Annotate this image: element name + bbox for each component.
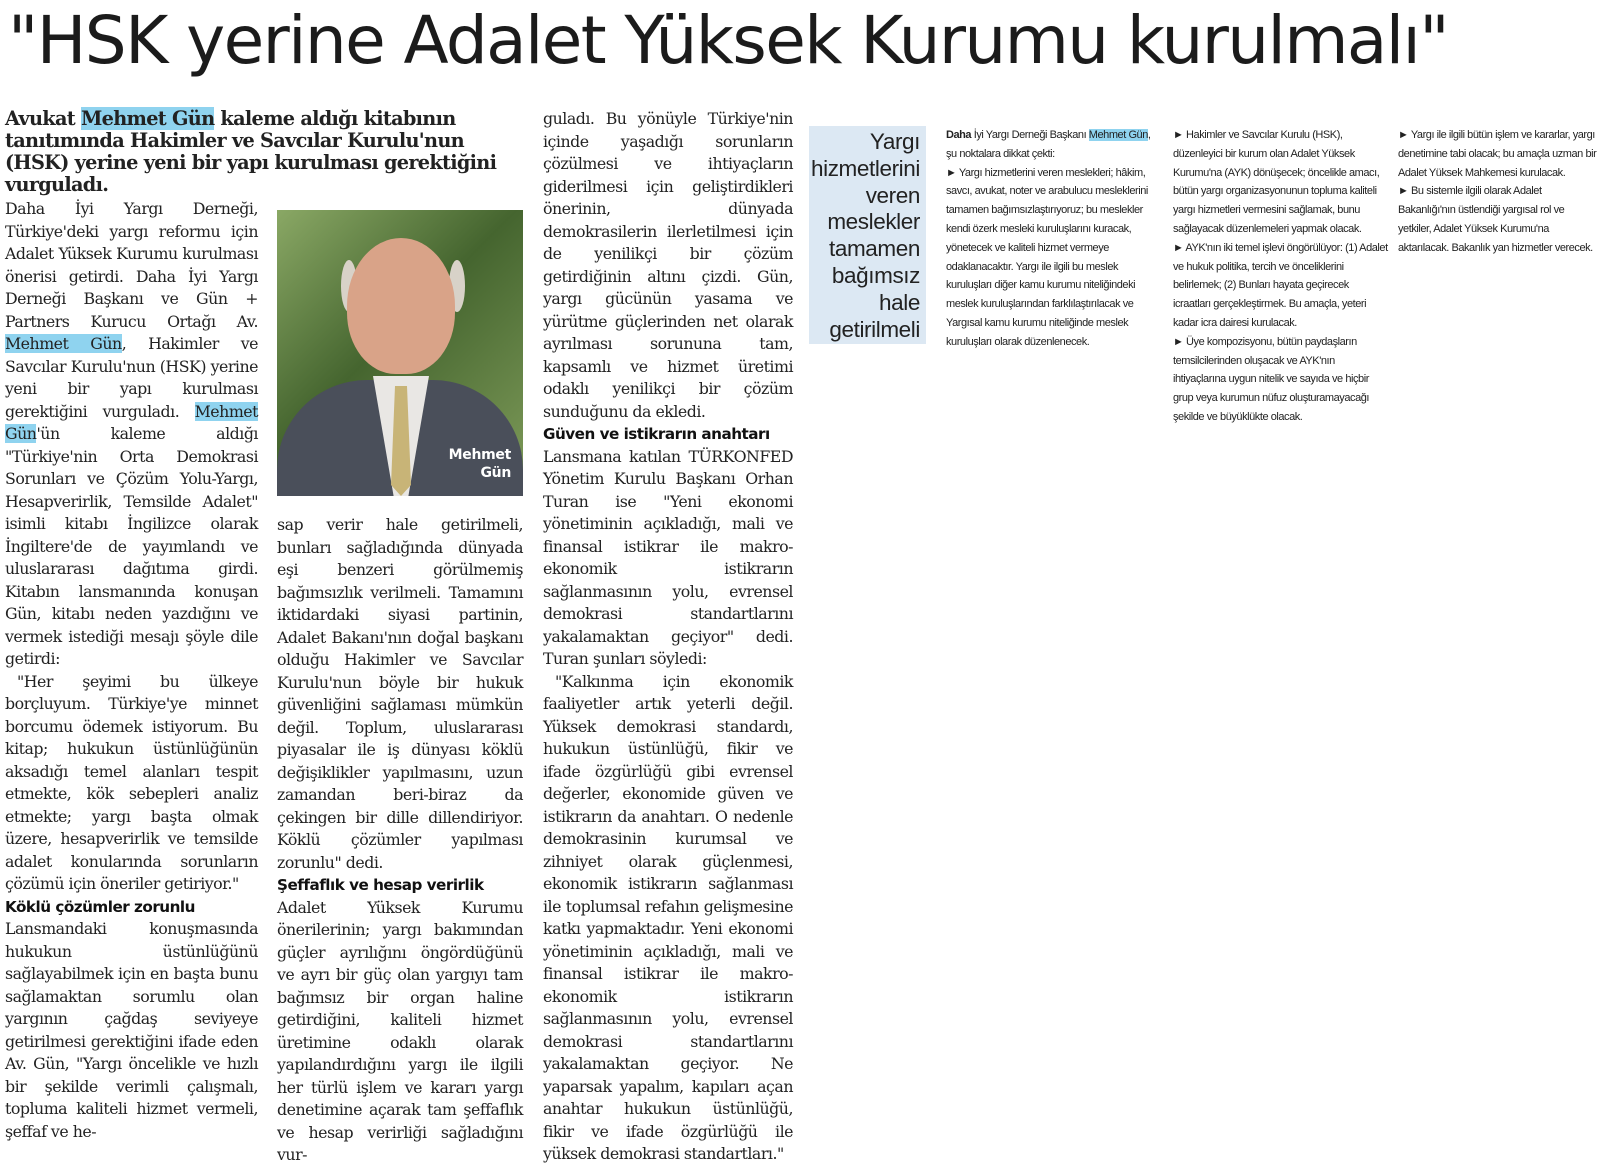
sidebar-bullet-6: ► Bu sistemle ilgili olarak Adalet Bakanlığı'nın üstlendiği yargısal rol ve yetkiler, Adalet Yüksek Kurumu'na aktarılacak. Bakanlık yan hizmetler verecek. [1398, 185, 1593, 254]
photo-face [347, 238, 455, 374]
col2-subhead: Şeffaflık ve hesap verirlik [277, 876, 484, 894]
col3-paragraph-2: Lansmana katılan TÜRKONFED Yönetim Kurulu Başkanı Orhan Turan ise "Yeni ekonomi yönetiminin açıkladığı, mali ve finansal istikrar ile makro-ekonomik istikrarın sağlanmasının yolu, evrensel demokrasi standartlarını yakalamaktan geçiyor" dedi. Turan şunları söyledi: [543, 446, 793, 668]
sidebar-bullet-3: ► AYK'nın iki temel işlevi öngörülüyor: (1) Adalet ve hukuk politika, tercih ve önceliklerini belirlemek; (2) Bunları hayata geçirecek icraatları gerçekleştirmek. Bu amaçla, yeteri kadar icra dairesi kurulacak. [1173, 241, 1388, 329]
sidebar-bullet-2: ► Hakimler ve Savcılar Kurulu (HSK), düzenleyici bir kurum olan Adalet Yüksek Kurumu'na (AYK) dönüşecek; öncelikle amacı, bütün yargı organizasyonunun topluma kaliteli yargı hizmetleri vermesini sağlamak, bunu sağlayacak düzenlemeleri yapmak olacak. [1173, 129, 1380, 235]
headline: "HSK yerine Adalet Yüksek Kurumu kurulmalı" [8, 2, 1448, 79]
portrait-photo [277, 210, 523, 496]
photo-caption [449, 446, 511, 482]
col1-paragraph-2: "Her şeyimi bu ülkeye borçluyum. Türkiye'ye minnet borcumu ödemek istiyorum. Bu kitap; hukukun üstünlüğünün aksadığı temel alanları tespit etmekte, kök sebepleri analiz etmekte; yargı başta olmak üzere, hesapverirlik ve temsilde adalet konularında sorunların çözümü için öneriler getiriyor." [5, 671, 258, 893]
col3-paragraph-3: "Kalkınma için ekonomik faaliyetler artık yeterli değil. Yüksek demokrasi standardı, hukukun üstünlüğü, fikir ve ifade özgürlüğü gibi evrensel değerler, ekonomide güven ve istikrarın da anahtarı. O nedenle demokrasinin kurumsal ve zihniyet olarak güçlenmesi, ekonomik istikrarın sağlanması ile toplumsal refahın gelişmesine katkı yapmaktadır. Yeni ekonomi yönetiminin açıkladığı, mali ve finansal istikrar ile makro-ekonomik istikrarın sağlanmasının yolu, evrensel demokrasi standartlarını yakalamaktan geçiyor. Ne yaparsak yapalım, kapıları açan anahtar hukukun üstünlüğü, fikir ve ifade özgürlüğü ile yüksek demokrasi standartları." [543, 671, 793, 1163]
sidebar-bullet-1: ► Yargı hizmetlerini veren meslekleri; hâkim, savcı, avukat, noter ve arabulucu mesleklerini tamamen bağımsızlaştırıyoruz; bu meslekler kendi özerk mesleki kuruluşlarını kuracak, yönetecek ve kaliteli hizmet vermeye odaklanacaktır. Yargı ile ilgili bu meslek kuruluşları diğer kamu kurumu niteliğindeki meslek kuruluşlarından farklılaştırılacak ve Yargısal kamu kurumu niteliğinde meslek kuruluşları olarak düzenlenecek. [946, 166, 1148, 348]
col1-paragraph-3: Lansmandaki konuşmasında hukukun üstünlüğünü sağlayabilmek için en başta bunu sağlamaktan sorumlu olan yargının çağdaş seviyeye getirilmesi gerektiğini ifade eden Av. Gün, "Yargı öncelikle ve hızlı bir şekilde verimli çalışmalı, topluma kaliteli hizmet vermeli, şeffaf ve he- [5, 919, 258, 1141]
sidebar-bullets-column-1 [946, 126, 1156, 352]
col1-p1-c: 'ün kaleme aldığı "Türkiye'nin Orta Demokrasi Sorunları ve Çözüm Yolu-Yargı, Hesapverirlik, Temsilde Adalet" isimli kitabı İngilizce olarak İngiltere'de de yayımlandı ve uluslararası dağıtıma girdi. Kitabın lansmanında konuşan Gün, kitabı neden yazdığını ve vermek istediği mesajı şöyle dile getirdi: [5, 424, 258, 668]
col1-name-highlight-2: Mehmet Gün [5, 401, 258, 443]
sidebar-bullet-4: ► Üye kompozisyonu, bütün paydaşların temsilcilerinden oluşacak ve AYK'nın ihtiyaçlarına uygun nitelik ve sayıda ve hiçbir grup veya kurumun nüfuz oluşturamayacağı şekilde ve büyüklükte olacak. [1173, 335, 1370, 423]
lead-post: kaleme aldığı kitabının tanıtımında Hakimler ve Savcılar Kurulu'nun (HSK) yerine yeni bir yapı kurulması gerektiğini vurguladı. [5, 107, 497, 196]
sidebar-title-box: Yargı hizmetlerini veren meslekler tamamen bağımsız hale getirilmeli [809, 126, 926, 344]
sidebar-intro [946, 126, 1156, 164]
sidebar-name-highlight: Mehmet Gün [1088, 129, 1148, 141]
lead-pre: Avukat [5, 107, 81, 130]
col1-p1-a: Daha İyi Yargı Derneği, Türkiye'deki yargı reformu için Adalet Yüksek Kurumu kurulması önerisi getirdi. Daha İyi Yargı Derneği Başkanı ve Gün + Partners Kurucu Ortağı Av. [5, 199, 258, 331]
photo-caption-line-2: Gün [480, 465, 511, 481]
sidebar-intro-b: , şu noktalara dikkat çekti: [946, 129, 1151, 160]
photo-caption-line-1: Mehmet [448, 447, 511, 463]
sidebar-bullets-column-2 [1173, 126, 1389, 427]
col3-subhead: Güven ve istikrarın anahtarı [543, 425, 770, 443]
sidebar-intro-label: Daha [946, 129, 972, 141]
sidebar-intro-a: İyi Yargı Derneği Başkanı [971, 129, 1089, 141]
lead-paragraph [5, 108, 515, 196]
body-column-1 [5, 198, 258, 1143]
body-column-2 [277, 514, 523, 1167]
col1-subhead: Köklü çözümler zorunlu [5, 897, 195, 916]
sidebar-bullet-5: ► Yargı ile ilgili bütün işlem ve kararlar, yargı denetimine tabi olacak; bu amaçla uzman bir Adalet Yüksek Mahkemesi kurulacak. [1398, 129, 1597, 179]
col1-p1-b: , Hakimler ve Savcılar Kurulu'nun (HSK) yerine yeni bir yapı kurulması gerektiğini vurguladı. [5, 334, 258, 421]
col3-paragraph-1: guladı. Bu yönüyle Türkiye'nin içinde yaşadığı sorunların çözülmesi ve ihtiyaçların giderilmesi için geliştirdikleri önerinin, dünyada demokrasilerin ilerletilmesi için de yenilikçi bir çözüm getirdiğinin altını çizdi. Gün, yargı gücünün yasama ve yürütme güçlerinden net olarak ayrılması sorununa tam, kapsamlı ve hizmet üretimi odaklı yenilikçi bir çözüm sunduğunu da ekledi. [543, 109, 793, 421]
lead-name-highlight: Mehmet Gün [80, 107, 215, 130]
sidebar-bullets-column-3 [1398, 126, 1598, 258]
col2-paragraph-1: sap verir hale getirilmeli, bunları sağladığında dünyada eşi benzeri görülmemiş bağımsızlık verilmeli. Tamamını iktidardaki siyasi partinin, Adalet Bakanı'nın doğal başkanı olduğu Hakimler ve Savcılar Kurulu'nun böyle bir hukuk güvenliğini sağlaması mümkün değil. Toplum, uluslararası piyasalar ile iş dünyası köklü değişiklikler yapılmasını, uzun zamandan beri-biraz da çekingen bir dille dillendiriyor. Köklü çözümler yapılması zorunlu" dedi. [277, 515, 523, 872]
col2-paragraph-2: Adalet Yüksek Kurumu önerilerinin; yargı bakımından güçler ayrılığını öngördüğünü ve ayrı bir güç olan yargıyı tam bağımsız bir organ haline getirdiğini, kaliteli hizmet üretimine odaklı olarak yapılandırdığını yargı ile ilgili her türlü işlem ve kararı yargı denetimine açarak tam şeffaflık ve hesap verirliği sağladığını vur- [277, 897, 523, 1164]
col1-name-highlight-1: Mehmet Gün [5, 334, 122, 353]
col1-paragraph-1 [5, 198, 258, 671]
body-column-3 [543, 108, 793, 1166]
